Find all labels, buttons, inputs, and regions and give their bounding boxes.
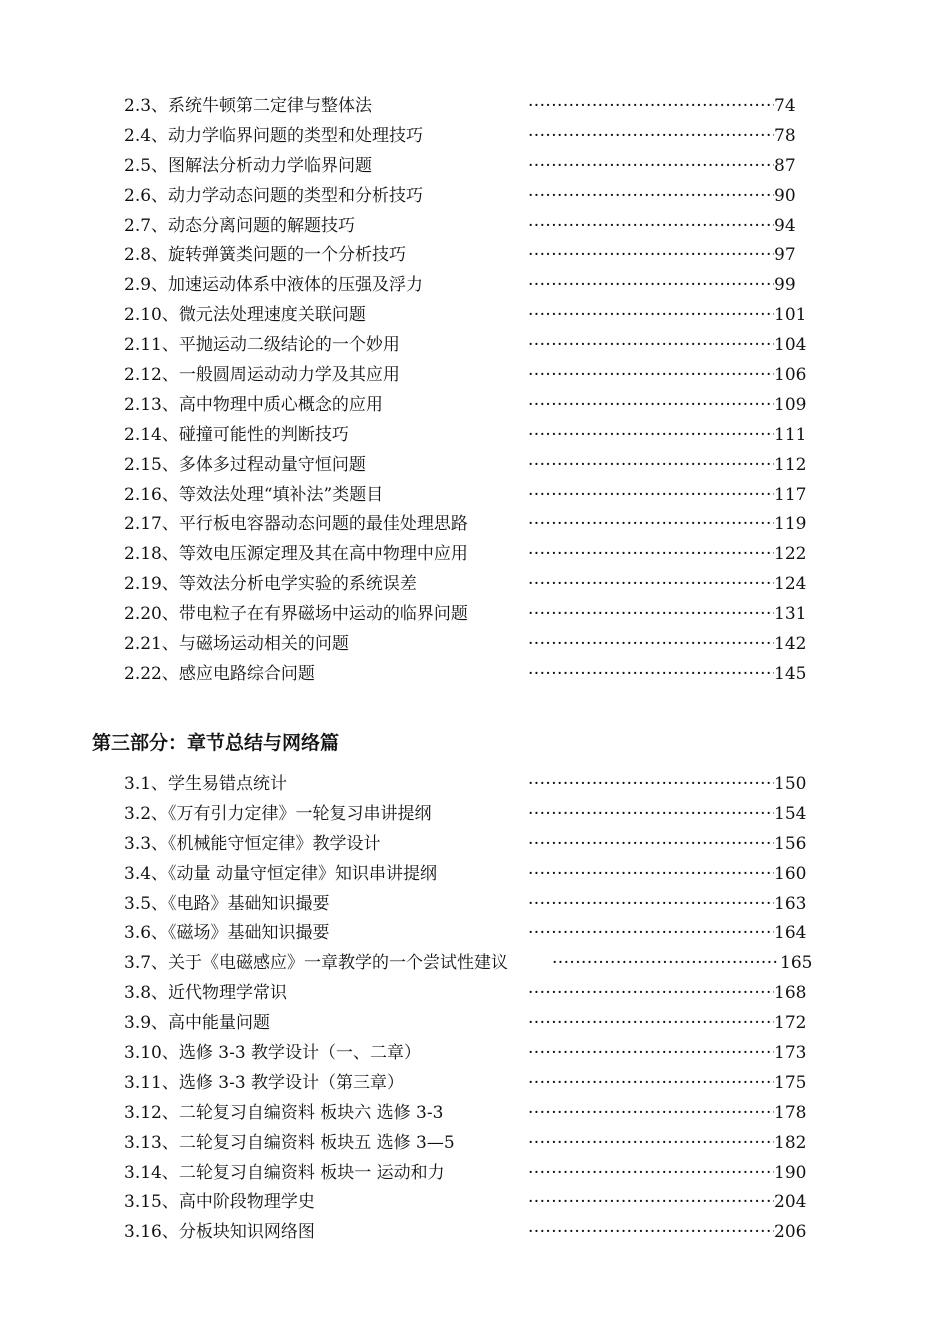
toc-entry[interactable] (124, 421, 824, 451)
toc-entry[interactable] (124, 540, 824, 570)
toc-entry[interactable] (124, 510, 824, 540)
toc-section-2-list (124, 92, 824, 690)
toc-entry[interactable] (124, 830, 824, 860)
toc-dot-leader (528, 830, 774, 860)
toc-entry[interactable] (124, 361, 824, 391)
toc-dot-leader (528, 1069, 774, 1099)
toc-dot-leader (528, 331, 774, 361)
toc-entry-title: 3.9、高中能量问题 (124, 1013, 271, 1034)
toc-entry[interactable] (124, 391, 824, 421)
toc-entry[interactable] (124, 301, 824, 331)
toc-entry[interactable] (124, 630, 824, 660)
toc-entry[interactable] (124, 212, 824, 242)
toc-dot-leader (528, 1159, 774, 1189)
toc-entry-title: 3.15、高中阶段物理学史 (124, 1192, 315, 1213)
toc-entry-title: 2.9、加速运动体系中液体的压强及浮力 (124, 275, 424, 296)
toc-dot-leader (528, 212, 774, 242)
toc-dot-leader (528, 241, 774, 271)
toc-entry-title: 3.2、《万有引力定律》一轮复习串讲提纲 (124, 803, 432, 824)
toc-section-3-list (124, 770, 824, 1248)
toc-dot-leader (528, 919, 774, 949)
toc-entry-title: 2.8、旋转弹簧类问题的一个分析技巧 (124, 245, 407, 266)
toc-dot-leader (528, 540, 774, 570)
toc-dot-leader (528, 770, 774, 800)
toc-page-number: 112 (774, 454, 807, 475)
toc-entry[interactable] (124, 660, 824, 690)
toc-dot-leader (528, 600, 774, 630)
toc-entry[interactable] (124, 1039, 824, 1069)
toc-dot-leader (528, 1039, 774, 1069)
toc-entry[interactable] (124, 241, 824, 271)
toc-page-number: 122 (774, 544, 807, 565)
toc-page-number: 168 (774, 983, 807, 1004)
toc-entry[interactable] (124, 152, 824, 182)
toc-dot-leader (528, 1218, 774, 1248)
toc-page-number: 106 (774, 365, 807, 386)
toc-dot-leader (528, 1188, 774, 1218)
toc-entry-title: 3.14、二轮复习自编资料 板块一 运动和力 (124, 1162, 445, 1183)
toc-page-number: 175 (774, 1072, 807, 1093)
toc-page-number: 160 (774, 863, 807, 884)
toc-dot-leader (528, 361, 774, 391)
toc-dot-leader (528, 1129, 774, 1159)
toc-page-number: 101 (774, 305, 807, 326)
toc-dot-leader (528, 630, 774, 660)
toc-entry-title: 2.16、等效法处理“填补法”类题目 (124, 484, 384, 505)
toc-entry[interactable] (124, 1188, 824, 1218)
toc-dot-leader (528, 1099, 774, 1129)
toc-entry-title: 2.4、动力学临界问题的类型和处理技巧 (124, 125, 424, 146)
toc-page-number: 117 (774, 484, 807, 505)
toc-entry-title: 2.20、带电粒子在有界磁场中运动的临界问题 (124, 604, 468, 625)
toc-page-number: 154 (774, 803, 807, 824)
toc-dot-leader (528, 271, 774, 301)
toc-entry[interactable] (124, 331, 824, 361)
toc-dot-leader (528, 421, 774, 451)
toc-page-number: 164 (774, 923, 807, 944)
toc-page-number: 119 (774, 514, 807, 535)
toc-page-number: 111 (774, 424, 807, 445)
toc-entry-title: 2.13、高中物理中质心概念的应用 (124, 394, 383, 415)
toc-page-number: 131 (774, 604, 807, 625)
toc-page-number: 156 (774, 833, 807, 854)
toc-page-number: 182 (774, 1132, 807, 1153)
toc-dot-leader (528, 451, 774, 481)
toc-entry-title: 3.16、分板块知识网络图 (124, 1222, 315, 1243)
toc-page-number: 178 (774, 1102, 807, 1123)
toc-entry-title: 3.4、《动量 动量守恒定律》知识串讲提纲 (124, 863, 437, 884)
section-3-heading: 第三部分：章节总结与网络篇 (92, 732, 340, 754)
toc-entry-title: 2.21、与磁场运动相关的问题 (124, 634, 349, 655)
toc-entry[interactable] (124, 451, 824, 481)
toc-entry[interactable] (124, 890, 824, 920)
toc-dot-leader (528, 800, 774, 830)
toc-dot-leader (528, 979, 774, 1009)
toc-entry[interactable] (124, 1218, 824, 1248)
toc-entry-title: 3.10、选修 3-3 教学设计（一、二章） (124, 1043, 422, 1064)
toc-page-number: 142 (774, 634, 807, 655)
toc-entry-title: 2.3、系统牛顿第二定律与整体法 (124, 96, 373, 116)
toc-entry-title: 3.8、近代物理学常识 (124, 983, 288, 1004)
toc-page-number: 78 (774, 125, 796, 146)
toc-page-number: 150 (774, 774, 807, 794)
toc-entry-title: 2.12、一般圆周运动动力学及其应用 (124, 365, 400, 386)
toc-entry-title: 2.15、多体多过程动量守恒问题 (124, 454, 366, 475)
toc-entry[interactable] (124, 919, 824, 949)
toc-entry-title: 2.18、等效电压源定理及其在高中物理中应用 (124, 544, 468, 565)
toc-entry-title: 3.11、选修 3-3 教学设计（第三章） (124, 1072, 405, 1093)
toc-page-number: 87 (774, 155, 796, 176)
toc-dot-leader (552, 949, 778, 979)
toc-dot-leader (528, 391, 774, 421)
toc-page-number: 145 (774, 663, 807, 684)
toc-entry-title: 3.13、二轮复习自编资料 板块五 选修 3—5 (124, 1132, 455, 1153)
toc-entry[interactable] (124, 570, 824, 600)
toc-entry-title: 3.5、《电路》基础知识撮要 (124, 893, 330, 914)
toc-entry-title: 2.5、图解法分析动力学临界问题 (124, 155, 373, 176)
toc-entry-title: 2.10、微元法处理速度关联问题 (124, 305, 366, 326)
toc-page-number: 104 (774, 335, 807, 356)
toc-dot-leader (528, 1009, 774, 1039)
toc-dot-leader (528, 92, 774, 122)
toc-dot-leader (528, 890, 774, 920)
toc-entry[interactable] (124, 271, 824, 301)
toc-entry[interactable] (124, 600, 824, 630)
toc-entry[interactable] (124, 122, 824, 152)
toc-dot-leader (528, 152, 774, 182)
toc-entry[interactable] (124, 800, 824, 830)
toc-page-number: 206 (774, 1222, 807, 1243)
toc-entry[interactable] (124, 182, 824, 212)
toc-entry-title: 3.6、《磁场》基础知识撮要 (124, 923, 330, 944)
toc-page-number: 173 (774, 1043, 807, 1064)
toc-entry-title: 2.17、平行板电容器动态问题的最佳处理思路 (124, 514, 468, 535)
toc-entry-title: 2.11、平抛运动二级结论的一个妙用 (124, 335, 400, 356)
toc-page-number: 109 (774, 394, 807, 415)
toc-page-number: 165 (780, 953, 813, 974)
toc-page-number: 74 (774, 96, 796, 116)
toc-entry[interactable] (124, 1129, 824, 1159)
toc-dot-leader (528, 660, 774, 690)
toc-dot-leader (528, 481, 774, 511)
toc-entry[interactable] (124, 92, 824, 122)
toc-page-number: 97 (774, 245, 796, 266)
toc-entry[interactable] (124, 770, 824, 800)
toc-entry[interactable] (124, 1009, 824, 1039)
toc-dot-leader (528, 860, 774, 890)
toc-entry[interactable] (124, 1069, 824, 1099)
toc-entry-title: 3.12、二轮复习自编资料 板块六 选修 3-3 (124, 1102, 444, 1123)
toc-entry-title: 3.3、《机械能守恒定律》教学设计 (124, 833, 381, 854)
toc-entry[interactable] (124, 860, 824, 890)
toc-dot-leader (528, 301, 774, 331)
toc-entry[interactable] (124, 481, 824, 511)
toc-entry-title: 3.1、学生易错点统计 (124, 774, 288, 794)
toc-page-number: 94 (774, 215, 796, 236)
toc-entry[interactable] (124, 949, 824, 979)
toc-page-number: 204 (774, 1192, 807, 1213)
toc-page-number: 90 (774, 185, 796, 206)
toc-page-number: 190 (774, 1162, 807, 1183)
toc-entry-title: 2.14、碰撞可能性的判断技巧 (124, 424, 349, 445)
toc-dot-leader (528, 182, 774, 212)
toc-entry[interactable] (124, 1159, 824, 1189)
toc-page-number: 99 (774, 275, 796, 296)
toc-page-number: 172 (774, 1013, 807, 1034)
toc-page-number: 163 (774, 893, 807, 914)
toc-dot-leader (528, 510, 774, 540)
toc-entry-title: 2.7、动态分离问题的解题技巧 (124, 215, 356, 236)
toc-entry-title: 3.7、关于《电磁感应》一章教学的一个尝试性建议 (124, 953, 509, 974)
toc-dot-leader (528, 570, 774, 600)
toc-entry-title: 2.6、动力学动态问题的类型和分析技巧 (124, 185, 424, 206)
toc-dot-leader (528, 122, 774, 152)
toc-entry[interactable] (124, 1099, 824, 1129)
toc-entry-title: 2.22、感应电路综合问题 (124, 663, 315, 684)
toc-entry-title: 2.19、等效法分析电学实验的系统误差 (124, 574, 417, 595)
toc-entry[interactable] (124, 979, 824, 1009)
toc-page-number: 124 (774, 574, 807, 595)
